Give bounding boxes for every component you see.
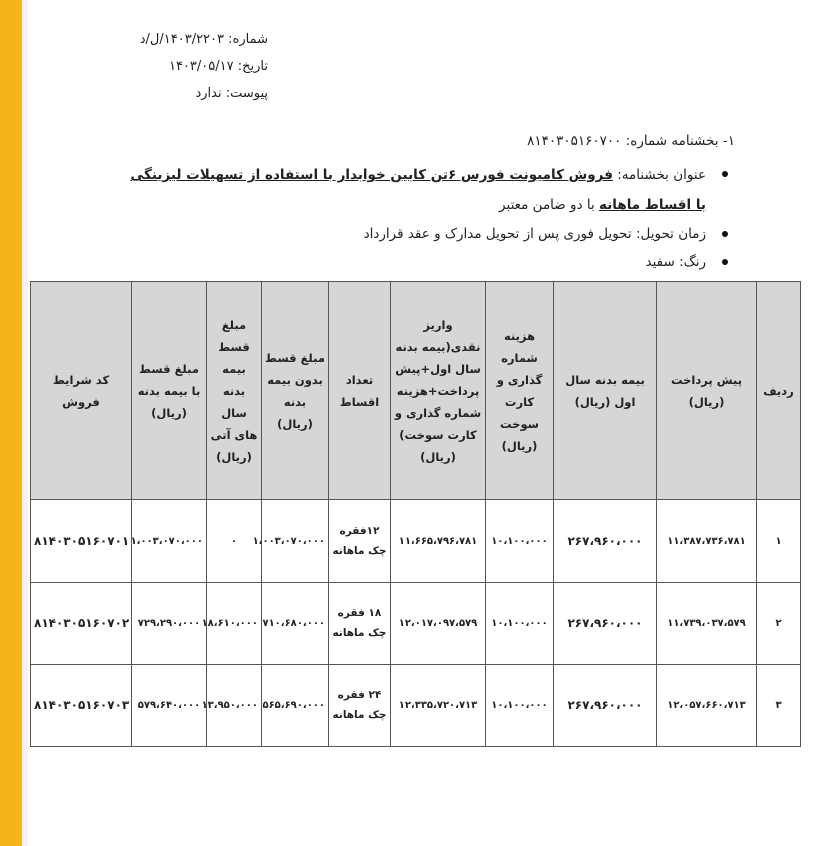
installments-cell: ۱۸ فقره چک ماهانه	[329, 582, 391, 664]
prepayment-cell: ۱۱،۷۳۹،۰۳۷،۵۷۹	[657, 582, 757, 664]
page-side-accent	[0, 0, 22, 846]
insurance-cell: ۲۶۷،۹۶۰،۰۰۰	[554, 500, 657, 582]
bullet-icon	[722, 171, 728, 177]
header-cell: کد شرایط فروش	[31, 282, 132, 500]
color-text: رنگ: سفید	[645, 254, 706, 270]
sales-code-cell: ۸۱۴۰۳۰۵۱۶۰۷۰۳	[31, 664, 132, 746]
cash-cell: ۱۲،۰۱۷،۰۹۷،۵۷۹	[391, 582, 486, 664]
plate-fee-cell: ۱۰،۱۰۰،۰۰۰	[486, 664, 554, 746]
header-cell: پیش پرداخت (ریال)	[657, 282, 757, 500]
sales-code-cell: ۸۱۴۰۳۰۵۱۶۰۷۰۱	[31, 500, 132, 582]
plate-fee-cell: ۱۰،۱۰۰،۰۰۰	[486, 500, 554, 582]
header-cell: هزینه شماره گذاری و کارت سوخت (ریال)	[486, 282, 554, 500]
subject-prefix: عنوان بخشنامه:	[617, 167, 706, 183]
delivery-text: زمان تحویل: تحویل فوری پس از تحویل مدارک و عقد قرارداد	[363, 226, 706, 242]
subject-item	[128, 160, 728, 220]
plate-fee-cell: ۱۰،۱۰۰،۰۰۰	[486, 582, 554, 664]
installment-no-insurance-cell: ۱،۰۰۳،۰۷۰،۰۰۰	[262, 500, 329, 582]
insurance-cell: ۲۶۷،۹۶۰،۰۰۰	[554, 664, 657, 746]
sales-terms-table	[30, 281, 801, 747]
table-row	[31, 664, 801, 746]
letter-date: تاریخ: ۱۴۰۳/۰۵/۱۷	[168, 59, 268, 74]
document-page	[28, 0, 823, 846]
table-row	[31, 500, 801, 582]
row-number: ۲	[757, 582, 801, 664]
subject-suffix: با دو ضامن معتبر	[499, 197, 595, 213]
cash-cell: ۱۱،۶۶۵،۷۹۶،۷۸۱	[391, 500, 486, 582]
table-row	[31, 582, 801, 664]
table-header-row	[31, 282, 801, 500]
circular-number: ۱- بخشنامه شماره: ۸۱۴۰۳۰۵۱۶۰۷۰۰	[527, 133, 735, 149]
cash-cell: ۱۲،۳۳۵،۷۲۰،۷۱۳	[391, 664, 486, 746]
circular-details	[128, 160, 728, 276]
header-cell: تعداد اقساط	[329, 282, 391, 500]
row-number: ۳	[757, 664, 801, 746]
row-number: ۱	[757, 500, 801, 582]
letter-attachment: پیوست: ندارد	[195, 86, 268, 101]
installment-with-insurance-cell: ۵۷۹،۶۴۰،۰۰۰	[132, 664, 207, 746]
installment-future-insurance-cell: ۱۳،۹۵۰،۰۰۰	[207, 664, 262, 746]
header-cell: مبلغ قسط بیمه بدنه سال های آتی (ریال)	[207, 282, 262, 500]
letter-header	[68, 26, 268, 107]
color-item	[128, 248, 728, 276]
prepayment-cell: ۱۲،۰۵۷،۶۶۰،۷۱۳	[657, 664, 757, 746]
bullet-icon	[722, 231, 728, 237]
header-cell: ردیف	[757, 282, 801, 500]
installments-cell: ۱۲فقره چک ماهانه	[329, 500, 391, 582]
header-cell: مبلغ قسط با بیمه بدنه (ریال)	[132, 282, 207, 500]
header-cell: واریز نقدی(بیمه بدنه سال اول+پیش پرداخت+هزینه شماره گذاری و کارت سوخت) (ریال)	[391, 282, 486, 500]
header-cell: بیمه بدنه سال اول (ریال)	[554, 282, 657, 500]
installment-with-insurance-cell: ۱،۰۰۳،۰۷۰،۰۰۰	[132, 500, 207, 582]
installments-cell: ۲۴ فقره چک ماهانه	[329, 664, 391, 746]
sales-code-cell: ۸۱۴۰۳۰۵۱۶۰۷۰۲	[31, 582, 132, 664]
prepayment-cell: ۱۱،۳۸۷،۷۳۶،۷۸۱	[657, 500, 757, 582]
installment-with-insurance-cell: ۷۲۹،۲۹۰،۰۰۰	[132, 582, 207, 664]
subject-title: فروش کامیونت فورس ۶تن کابین خوابدار با استفاده از تسهیلات لیزینگی با اقساط ماهانه	[130, 167, 706, 213]
header-cell: مبلغ قسط بدون بیمه بدنه (ریال)	[262, 282, 329, 500]
letter-number: شماره: ۱۴۰۳/۲۲۰۳/ل/د	[139, 32, 268, 47]
installment-no-insurance-cell: ۷۱۰،۶۸۰،۰۰۰	[262, 582, 329, 664]
installment-future-insurance-cell: ۱۸،۶۱۰،۰۰۰	[207, 582, 262, 664]
bullet-icon	[722, 259, 728, 265]
installment-no-insurance-cell: ۵۶۵،۶۹۰،۰۰۰	[262, 664, 329, 746]
installment-future-insurance-cell: ۰	[207, 500, 262, 582]
delivery-item	[128, 220, 728, 248]
insurance-cell: ۲۶۷،۹۶۰،۰۰۰	[554, 582, 657, 664]
